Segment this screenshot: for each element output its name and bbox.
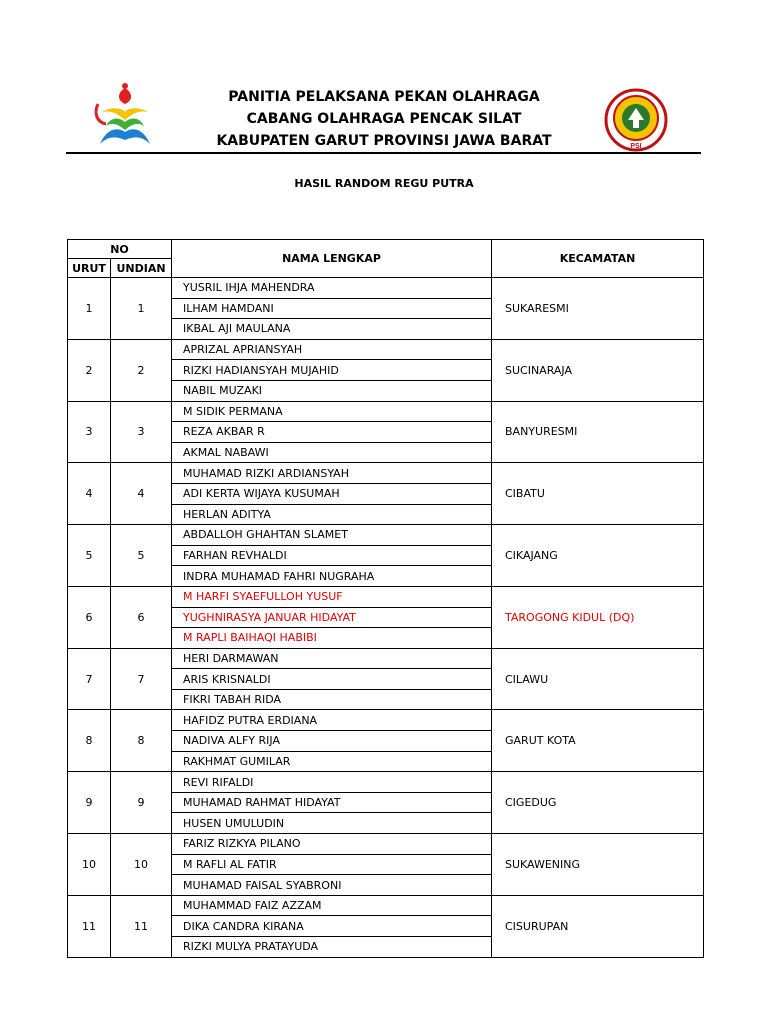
name-cell: MUHAMAD RAHMAT HIDAYAT xyxy=(172,792,492,813)
name-cell: FIKRI TABAH RIDA xyxy=(172,689,492,710)
urut-cell: 6 xyxy=(68,586,111,648)
header-divider xyxy=(66,152,701,154)
urut-cell: 4 xyxy=(68,463,111,525)
table-row xyxy=(68,278,704,299)
kecamatan-cell: CIBATU xyxy=(492,463,704,525)
name-cell: AKMAL NABAWI xyxy=(172,442,492,463)
name-cell: REZA AKBAR R xyxy=(172,422,492,443)
kecamatan-cell: CIGEDUG xyxy=(492,772,704,834)
name-cell: INDRA MUHAMAD FAHRI NUGRAHA xyxy=(172,566,492,587)
table-row xyxy=(68,895,704,916)
table-row xyxy=(68,710,704,731)
header-line-2: CABANG OLAHRAGA PENCAK SILAT xyxy=(246,111,522,127)
undian-cell: 4 xyxy=(111,463,172,525)
table-row xyxy=(68,834,704,855)
name-cell: MUHAMAD RIZKI ARDIANSYAH xyxy=(172,463,492,484)
kecamatan-cell: SUKARESMI xyxy=(492,278,704,340)
kecamatan-cell: CIKAJANG xyxy=(492,525,704,587)
kecamatan-cell: TAROGONG KIDUL (DQ) xyxy=(492,586,704,648)
document-subtitle: HASIL RANDOM REGU PUTRA xyxy=(294,177,474,190)
name-cell: MUHAMAD FAISAL SYABRONI xyxy=(172,875,492,896)
results-table xyxy=(67,239,704,958)
urut-cell: 7 xyxy=(68,648,111,710)
name-cell: HUSEN UMULUDIN xyxy=(172,813,492,834)
name-cell: APRIZAL APRIANSYAH xyxy=(172,339,492,360)
undian-cell: 7 xyxy=(111,648,172,710)
kecamatan-cell: SUCINARAJA xyxy=(492,339,704,401)
name-cell: MUHAMMAD FAIZ AZZAM xyxy=(172,895,492,916)
name-cell: HERLAN ADITYA xyxy=(172,504,492,525)
name-cell: YUSRIL IHJA MAHENDRA xyxy=(172,278,492,299)
urut-cell: 2 xyxy=(68,339,111,401)
name-cell: HERI DARMAWAN xyxy=(172,648,492,669)
header-no: NO xyxy=(68,240,172,259)
name-cell: M HARFI SYAEFULLOH YUSUF xyxy=(172,586,492,607)
kecamatan-cell: BANYURESMI xyxy=(492,401,704,463)
table-row xyxy=(68,586,704,607)
name-cell: HAFIDZ PUTRA ERDIANA xyxy=(172,710,492,731)
header-nama-lengkap: NAMA LENGKAP xyxy=(172,240,492,278)
name-cell: M RAPLI BAIHAQI HABIBI xyxy=(172,628,492,649)
svg-text:PSI: PSI xyxy=(630,143,642,150)
name-cell: YUGHNIRASYA JANUAR HIDAYAT xyxy=(172,607,492,628)
table-row xyxy=(68,525,704,546)
name-cell: NADIVA ALFY RIJA xyxy=(172,731,492,752)
name-cell: ABDALLOH GHAHTAN SLAMET xyxy=(172,525,492,546)
urut-cell: 11 xyxy=(68,895,111,957)
table-row xyxy=(68,648,704,669)
name-cell: REVI RIFALDI xyxy=(172,772,492,793)
name-cell: RIZKI MULYA PRATAYUDA xyxy=(172,937,492,958)
table-row xyxy=(68,463,704,484)
undian-cell: 8 xyxy=(111,710,172,772)
undian-cell: 3 xyxy=(111,401,172,463)
undian-cell: 5 xyxy=(111,525,172,587)
kecamatan-cell: GARUT KOTA xyxy=(492,710,704,772)
header-undian: UNDIAN xyxy=(111,259,172,278)
undian-cell: 1 xyxy=(111,278,172,340)
urut-cell: 3 xyxy=(68,401,111,463)
undian-cell: 9 xyxy=(111,772,172,834)
header-kecamatan: KECAMATAN xyxy=(492,240,704,278)
name-cell: M SIDIK PERMANA xyxy=(172,401,492,422)
name-cell: M RAFLI AL FATIR xyxy=(172,854,492,875)
kecamatan-cell: CILAWU xyxy=(492,648,704,710)
header-line-1: PANITIA PELAKSANA PEKAN OLAHRAGA xyxy=(228,89,540,105)
urut-cell: 10 xyxy=(68,834,111,896)
table-row xyxy=(68,401,704,422)
name-cell: DIKA CANDRA KIRANA xyxy=(172,916,492,937)
kecamatan-cell: CISURUPAN xyxy=(492,895,704,957)
name-cell: ILHAM HAMDANI xyxy=(172,298,492,319)
urut-cell: 9 xyxy=(68,772,111,834)
name-cell: RIZKI HADIANSYAH MUJAHID xyxy=(172,360,492,381)
urut-cell: 5 xyxy=(68,525,111,587)
name-cell: RAKHMAT GUMILAR xyxy=(172,751,492,772)
table-row xyxy=(68,339,704,360)
name-cell: FARIZ RIZKYA PILANO xyxy=(172,834,492,855)
name-cell: FARHAN REVHALDI xyxy=(172,545,492,566)
kecamatan-cell: SUKAWENING xyxy=(492,834,704,896)
undian-cell: 11 xyxy=(111,895,172,957)
undian-cell: 10 xyxy=(111,834,172,896)
urut-cell: 1 xyxy=(68,278,111,340)
name-cell: IKBAL AJI MAULANA xyxy=(172,319,492,340)
results-table-body xyxy=(68,278,704,958)
urut-cell: 8 xyxy=(68,710,111,772)
name-cell: ADI KERTA WIJAYA KUSUMAH xyxy=(172,483,492,504)
undian-cell: 2 xyxy=(111,339,172,401)
header-line-3: KABUPATEN GARUT PROVINSI JAWA BARAT xyxy=(216,133,552,149)
header-urut: URUT xyxy=(68,259,111,278)
undian-cell: 6 xyxy=(111,586,172,648)
name-cell: NABIL MUZAKI xyxy=(172,380,492,401)
name-cell: ARIS KRISNALDI xyxy=(172,669,492,690)
table-row xyxy=(68,772,704,793)
